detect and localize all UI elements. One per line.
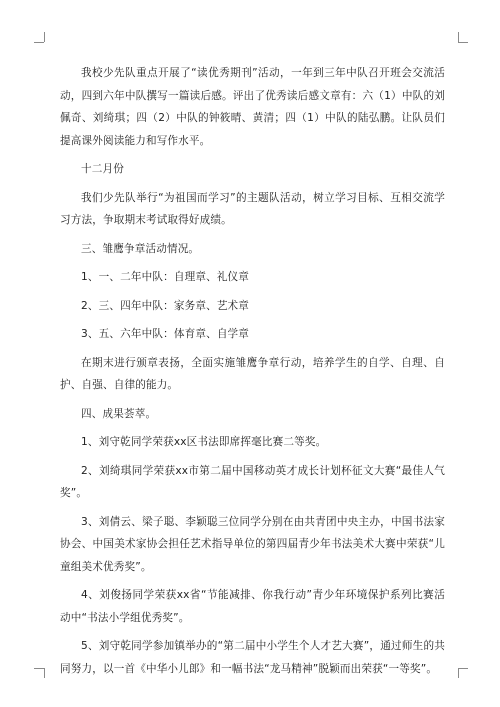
list-item-achievement-4: 4、刘俊扬同学荣获xx省“节能减排、你我行动”青少年环境保护系列比赛活动中“书法小学组优秀奖”。 <box>60 589 445 624</box>
crop-mark-top-left-v <box>44 32 45 42</box>
list-item-achievement-5: 5、刘守乾同学参加镇举办的“第二届中小学生个人才艺大赛”，通过师生的共同努力，以一首《中华小儿郎》和一幅书法“龙马精神”脱颖而出荣获“一等奖”。 <box>60 640 445 675</box>
list-item-badge-1: 1、一、二年中队：自理章、礼仪章 <box>81 271 250 283</box>
crop-mark-bottom-right-h <box>458 668 468 669</box>
heading-achievements: 四、成果荟萃。 <box>81 407 157 420</box>
crop-mark-bottom-right-v <box>458 668 459 678</box>
paragraph-reading-activity: 我校少先队重点开展了“读优秀期刊”活动，一年到三年中队召开班会交流活动，四到六年中队撰写一篇读后感。评出了优秀读后感文章有：六（1）中队的刘佩奇、刘绮琪；四（2）中队的钟筱晴、黄清；四（1）中队的陆弘鹏。让队员们提高课外阅读能力和写作水平。 <box>60 67 445 147</box>
crop-mark-bottom-left-h <box>34 668 44 669</box>
list-item-achievement-2: 2、刘绮琪同学荣获xx市第二届中国移动英才成长计划杯征文大赛“最佳人气奖”。 <box>60 464 445 499</box>
document-body <box>60 62 445 686</box>
list-item-achievement-1: 1、刘守乾同学荣获xx区书法即席挥毫比赛二等奖。 <box>81 436 327 448</box>
heading-badge-activity: 三、雏鹰争章活动情况。 <box>81 242 200 255</box>
list-item-badge-3: 3、五、六年中队：体育章、自学章 <box>81 328 250 340</box>
heading-december: 十二月份 <box>81 163 124 175</box>
crop-mark-top-right-v <box>458 32 459 42</box>
paragraph-badge-commendation: 在期末进行颁章表扬，全面实施雏鹰争章行动，培养学生的自学、自理、自护、自强、自律的能力。 <box>60 356 445 391</box>
crop-mark-top-left-h <box>34 42 44 43</box>
crop-mark-top-right-h <box>458 42 468 43</box>
list-item-achievement-3: 3、刘倩云、梁子聪、李颖聪三位同学分别在由共青团中央主办，中国书法家协会、中国美术家协会担任艺术指导单位的第四届青少年书法美术大赛中荣获“儿童组美术优秀奖”。 <box>60 515 445 573</box>
list-item-badge-2: 2、三、四年中队：家务章、艺术章 <box>81 299 250 312</box>
paragraph-study-theme: 我们少先队举行“为祖国而学习”的主题队活动，树立学习目标、互相交流学习方法，争取期末考试取得好成绩。 <box>60 191 445 226</box>
crop-mark-bottom-left-v <box>44 668 45 678</box>
